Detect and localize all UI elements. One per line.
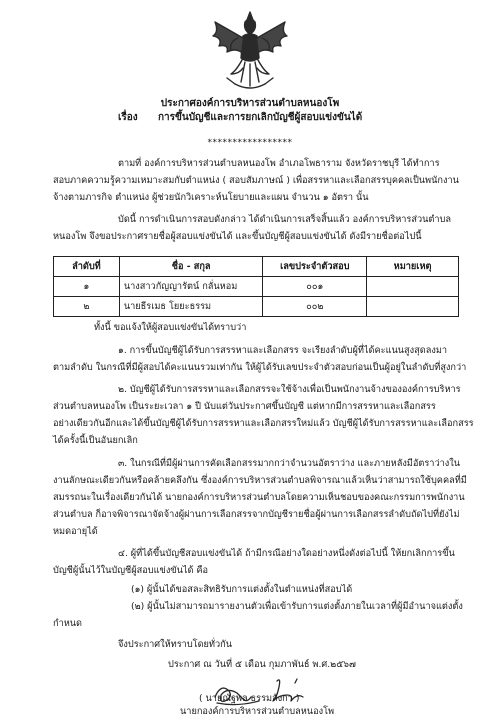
cell-no: ๒ [54,297,120,317]
result-line-1: บัดนี้ การดำเนินการสอบดังกล่าว ได้ดำเนินการเสร็จสิ้นแล้ว องค์การบริหารส่วนตำบล [118,214,451,225]
rule2-line-4: ได้ครั้งนี้เป็นอันยกเลิก [53,435,138,446]
rule4-line-2: บัญชีผู้นั้นไว้ในบัญชีผู้สอบแข่งขันได้ คือ [53,565,209,576]
closing-announce: จึงประกาศให้ทราบโดยทั่วกัน [118,639,232,650]
signatory-name: ( นายณัฐพล ธรรมลังกา ) [199,693,300,704]
subject-label: เรื่อง [118,112,138,123]
rule3-line-2: งานลักษณะเดียวกันหรือคล้ายคลึงกัน ซึ่งองค์การบริหารส่วนตำบลพิจารณาแล้วเห็นว่าสามารถใช้บุคคลที่มี [53,475,467,486]
rule2-line-2: ส่วนตำบลหนองโพ เป็นระยะเวลา ๑ ปี นับแต่วันประกาศขึ้นบัญชี แต่หากมีการสรรหาและเลือกสรร [53,401,436,412]
rule3-line-1: ๓. ในกรณีที่มีผู้ผ่านการคัดเลือกสรรมากกว่าจำนวนอัตราว่าง และภายหลังมีอัตราว่างใน [118,458,461,469]
intro-line-2: สอบภาคความรู้ความเหมาะสมกับตำแหน่ง ( สอบสัมภาษณ์ ) เพื่อสรรหาและเลือกสรรบุคคลเป็นพนักงาน [53,175,459,186]
garuda-emblem-icon [205,8,295,94]
notice-line: ทั้งนี้ ขอแจ้งให้ผู้สอบแข่งขันได้ทราบว่า [94,322,247,333]
subject-text: การขึ้นบัญชีและการยกเลิกบัญชีผู้สอบแข่งขันได้ [158,112,363,123]
col-header-name: ชื่อ - สกุล [119,257,263,277]
rule2-line-3: อย่างเดียวกันอีกและได้ขึ้นบัญชีผู้ได้รับการสรรหาและเลือกสรรใหม่แล้ว บัญชีผู้ได้รับการสรรหาและเลือกสรร [53,418,474,429]
cell-exam-id: ๐๐๑ [263,277,367,297]
cell-no: ๑ [54,277,120,297]
col-header-no: ลำดับที่ [54,257,120,277]
candidate-table [53,256,459,317]
col-header-exam-id: เลขประจำตัวสอบ [263,257,367,277]
cell-remark [367,277,459,297]
rule4-sub-1: (๑) ผู้นั้นได้ขอสละสิทธิรับการแต่งตั้งในตำแหน่งที่สอบได้ [131,584,353,595]
rule4-line-1: ๔. ผู้ที่ได้ขึ้นบัญชีสอบแข่งขันได้ ถ้ามีกรณีอย่างใดอย่างหนึ่งดังต่อไปนี้ ให้ยกเลิกการขึ้น [118,548,455,559]
table-row [54,277,459,297]
result-line-2: หนองโพ จึงขอประกาศรายชื่อผู้สอบแข่งขันได้ และขึ้นบัญชีผู้สอบแข่งขันได้ ดังมีรายชื่อต่อไปนี้ [53,231,422,242]
rule3-line-5: หมดอายุได้ [53,526,98,537]
cell-name: นางสาวกัญญารัตน์ กลั่นหอม [119,277,263,297]
rule3-line-4: ส่วนตำบล ก็อาจพิจารณาจัดจ้างผู้ผ่านการเลือกสรรจากบัญชีรายชื่อผู้ผ่านการเลือกสรรลำดับถัดไปที่ยังไม่ [53,509,460,520]
table-header-row [54,257,459,277]
announcement-org-title: ประกาศองค์การบริหารส่วนตำบลหนองโพ [160,98,340,109]
intro-line-3: จ้างตามภารกิจ ตำแหน่ง ผู้ช่วยนักวิเคราะห์นโยบายและแผน จำนวน ๑ อัตรา นั้น [53,192,369,203]
rule1-line-2: ตามลำดับ ในกรณีที่มีผู้สอบได้คะแนนรวมเท่ากัน ให้ผู้ได้รับเลขประจำตัวสอบก่อนเป็นผู้อยู่ในลำดับที่สูงกว่า [53,362,467,373]
rule4-sub-2: (๒) ผู้นั้นไม่สามารถมารายงานตัวเพื่อเข้ารับการแต่งตั้งภายในเวลาที่ผู้มีอำนาจแต่งตั้ง [131,601,463,612]
separator-stars: ***************** [207,138,293,148]
signatory-position: นายกองค์การบริหารส่วนตำบลหนองโพ [180,706,335,717]
intro-line-1: ตามที่ องค์การบริหารส่วนตำบลหนองโพ อำเภอโพธาราม จังหวัดราชบุรี ได้ทำการ [118,158,440,169]
rule3-line-3: สมรรถนะในเรื่องเดียวกันได้ นายกองค์การบริหารส่วนตำบลโดยความเห็นชอบของคณะกรรมการพนักงาน [53,492,465,503]
col-header-remark: หมายเหตุ [367,257,459,277]
announcement-subject [118,112,362,124]
announcement-date: ประกาศ ณ วันที่ ๕ เดือน กุมภาพันธ์ พ.ศ.๒๕๖๗ [168,659,356,670]
table-row [54,297,459,317]
cell-exam-id: ๐๐๒ [263,297,367,317]
cell-name: นายธีรเมธ โยยะธรรม [119,297,263,317]
cell-remark [367,297,459,317]
rule4-tail: กำหนด [53,618,83,629]
rule2-line-1: ๒. บัญชีผู้ได้รับการสรรหาและเลือกสรรจะใช้จ้างเพื่อเป็นพนักงานจ้างขององค์การบริหาร [118,384,461,395]
rule1-line-1: ๑. การขึ้นบัญชีผู้ได้รับการสรรหาและเลือกสรร จะเรียงลำดับผู้ที่ได้คะแนนสูงสุดลงมา [118,345,448,356]
